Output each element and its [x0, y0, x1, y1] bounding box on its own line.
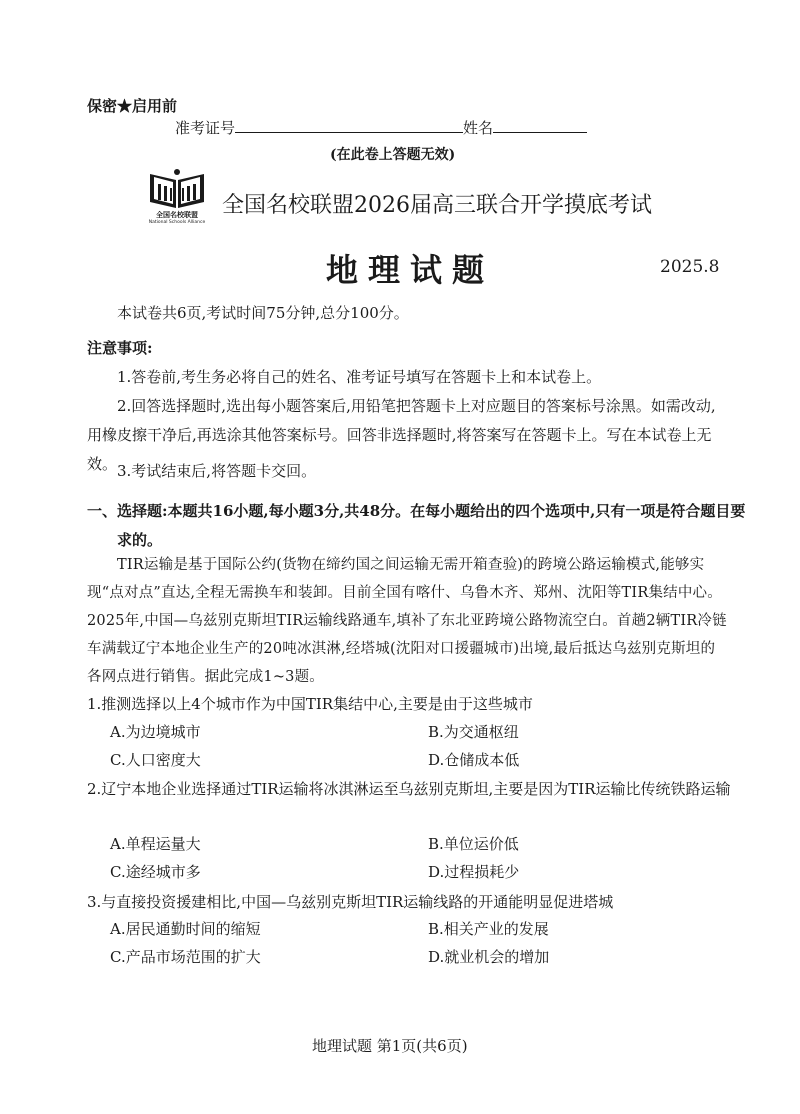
- name-label: 姓名: [463, 119, 494, 137]
- id-number-blank[interactable]: [235, 118, 463, 133]
- q2-option-b[interactable]: B.单位运价低: [428, 835, 519, 853]
- q1-option-a[interactable]: A.为边境城市: [110, 723, 201, 741]
- invalid-answer-note: (在此卷上答题无效): [330, 147, 456, 163]
- exam-intro: 本试卷共6页,考试时间75分钟,总分100分。: [117, 304, 409, 322]
- confidential-label: 保密★启用前: [87, 97, 178, 115]
- note-item-3: 3.考试结束后,将答题卡交回。: [117, 462, 317, 480]
- q1-option-b[interactable]: B.为交通枢纽: [428, 723, 519, 741]
- logo-en-text: National Schools Alliance: [148, 220, 206, 225]
- candidate-info-line: [175, 117, 587, 138]
- question-2-stem: 2.辽宁本地企业选择通过TIR运输将冰淇淋运至乌兹别克斯坦,主要是因为TIR运输比传统铁路运输: [87, 780, 731, 798]
- q3-option-c[interactable]: C.产品市场范围的扩大: [110, 948, 261, 966]
- q3-option-d[interactable]: D.就业机会的增加: [428, 948, 550, 966]
- q2-option-c[interactable]: C.途经城市多: [110, 863, 201, 881]
- q3-option-a[interactable]: A.居民通勤时间的缩短: [110, 920, 261, 938]
- exam-date: 2025.8: [660, 257, 720, 277]
- question-3-stem: 3.与直接投资援建相比,中国—乌兹别克斯坦TIR运输线路的开通能明显促进塔城: [87, 893, 614, 911]
- name-blank[interactable]: [493, 118, 587, 133]
- book-logo-icon: [146, 166, 208, 210]
- notes-title: 注意事项:: [87, 339, 153, 357]
- alliance-logo: [146, 166, 208, 232]
- note-item-2: 2.回答选择题时,选出每小题答案后,用铅笔把答题卡上对应题目的答案标号涂黑。如需改动,用橡皮擦干净后,再选涂其他答案标号。回答非选择题时,将答案写在答题卡上。写在本试卷上无效。: [87, 397, 716, 473]
- q2-option-a[interactable]: A.单程运量大: [110, 835, 201, 853]
- q1-option-c[interactable]: C.人口密度大: [110, 751, 201, 769]
- q3-option-b[interactable]: B.相关产业的发展: [428, 920, 549, 938]
- id-label: 准考证号: [175, 119, 236, 137]
- note-item-1: 1.答卷前,考生务必将自己的姓名、准考证号填写在答题卡上和本试卷上。: [117, 368, 602, 386]
- page-footer: 地理试题 第1页(共6页): [312, 1037, 468, 1055]
- subject-title: 地理试题: [326, 251, 495, 289]
- reading-material: TIR运输是基于国际公约(货物在缔约国之间运输无需开箱查验)的跨境公路运输模式,能够实现“点对点”直达,全程无需换车和装卸。目前全国有喀什、乌鲁木齐、郑州、沈阳等TIR集结中心。2025年,中国—乌兹别克斯坦TIR运输线路通车,填补了东北亚跨境公路物流空白。首趟2辆TIR冷链车满载辽宁本地企业生产的20吨冰淇淋,经塔城(沈阳对口援疆城市)出境,最后抵达乌兹别克斯坦的各网点进行销售。据此完成1~3题。: [87, 557, 727, 685]
- logo-cn-text: 全国名校联盟: [156, 211, 198, 219]
- q2-option-d[interactable]: D.过程损耗少: [428, 863, 520, 881]
- exam-title: 全国名校联盟2026届高三联合开学摸底考试: [222, 193, 652, 218]
- section-heading: 一、选择题:本题共16小题,每小题3分,共48分。在每小题给出的四个选项中,只有一项是符合题目要求的。: [87, 502, 746, 549]
- q1-option-d[interactable]: D.仓储成本低: [428, 751, 520, 769]
- question-1-stem: 1.推测选择以上4个城市作为中国TIR集结中心,主要是由于这些城市: [87, 695, 533, 713]
